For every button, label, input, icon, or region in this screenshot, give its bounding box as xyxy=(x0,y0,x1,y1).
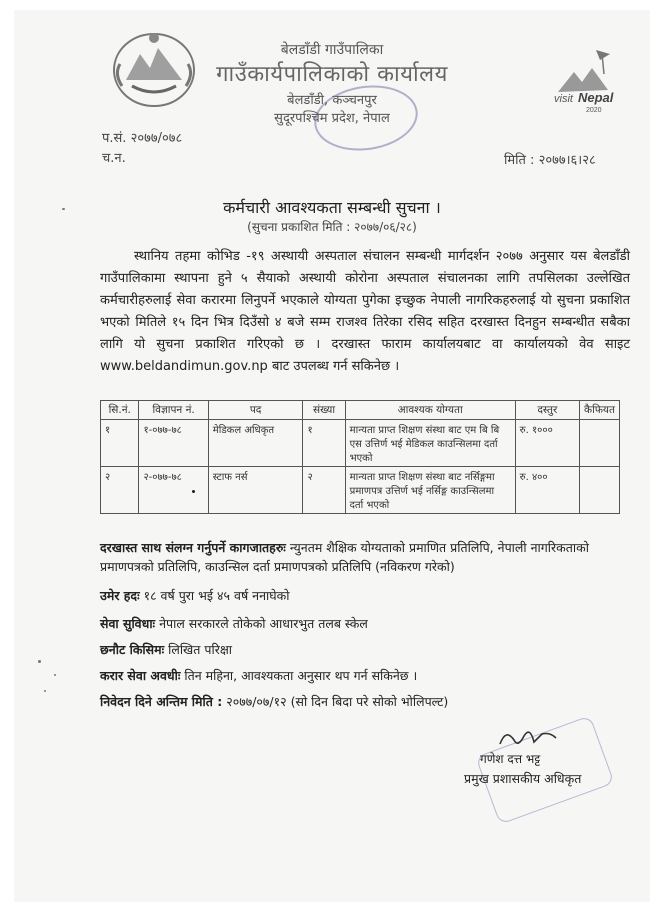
table-row xyxy=(101,467,620,514)
scan-speck xyxy=(192,490,195,493)
facility-text: नेपाल सरकारले तोकेको आधारभुत तलब स्केल xyxy=(159,616,368,631)
age-note xyxy=(100,586,630,605)
selection-label: छनौट किसिमः xyxy=(100,642,165,657)
age-label: उमेर हदः xyxy=(100,588,140,603)
deadline-note xyxy=(100,692,630,711)
selection-note xyxy=(100,640,630,659)
municipality-name: बेलडाँडी गाउँपालिका xyxy=(280,42,384,58)
cell-sn: २ xyxy=(101,467,139,514)
cell-remarks xyxy=(580,467,620,514)
cell-fee: रु. ४०० xyxy=(515,467,579,514)
signatory-name: गणेश दत्त भट्ट xyxy=(480,752,541,766)
cell-count: १ xyxy=(303,420,345,467)
cell-fee: रु. १००० xyxy=(515,420,579,467)
cell-qualification: मान्यता प्राप्त शिक्षण संस्था बाट नर्सिङ्गमा प्रमाणपत्र उत्तिर्ण भई नर्सिङ्ग काउन्सिलमा दर्ता भएको xyxy=(345,467,515,514)
cell-post: मेडिकल अधिकृत xyxy=(208,420,303,467)
selection-text: लिखित परिक्षा xyxy=(168,642,233,657)
office-name: गाउँकार्यपालिकाको कार्यालय xyxy=(216,62,448,87)
svg-text:visit: visit xyxy=(554,93,573,105)
notice-date: मिति : २०७७।६।२८ xyxy=(504,153,596,168)
term-label: करार सेवा अवधीः xyxy=(100,668,181,683)
cell-sn: १ xyxy=(101,420,139,467)
col-fee: दस्तुर xyxy=(515,401,579,420)
svg-text:Nepal: Nepal xyxy=(578,90,614,105)
cell-ad-no: २-०७७-७८ xyxy=(139,467,208,514)
office-address: बेलडाँडी, कञ्चनपुर xyxy=(287,93,377,108)
col-sn: सि.नं. xyxy=(101,401,139,420)
cell-ad-no: १-०७७-७८ xyxy=(139,420,208,467)
reference-number: प.सं. २०७७/०७८ xyxy=(102,131,183,146)
documents-note xyxy=(100,538,630,576)
term-note xyxy=(100,666,630,685)
documents-text: न्युनतम शैक्षिक योग्यताको प्रमाणित प्रतिलिपि, नेपाली नागरिकताको प्रमाणपत्रको प्रतिलिपि, काउन्सिल दर्ता प्रमाणपत्रको प्रतिलिपि (नविकरण गरेको) xyxy=(100,540,589,574)
documents-label: दरखास्त साथ संलग्न गर्नुपर्ने कागजातहरुः xyxy=(100,540,286,555)
facility-label: सेवा सुविधाः xyxy=(100,616,156,631)
col-count: संख्या xyxy=(303,401,345,420)
cell-count: २ xyxy=(303,467,345,514)
facility-note xyxy=(100,614,630,633)
scan-speck xyxy=(62,208,65,210)
term-text: तिन महिना, आवश्यकता अनुसार थप गर्न सकिनेछ । xyxy=(184,668,418,683)
svg-text:2020: 2020 xyxy=(586,107,602,114)
scan-speck xyxy=(54,674,56,676)
notice-document xyxy=(14,10,650,902)
notice-subtitle: (सुचना प्रकाशित मिति : २०७७/०६/२८) xyxy=(247,220,417,234)
signatory-title: प्रमुख प्रशासकीय अधिकृत xyxy=(464,771,582,786)
col-ad-no: विज्ञापन नं. xyxy=(139,401,208,420)
table-header-row xyxy=(101,401,620,420)
age-text: १८ वर्ष पुरा भई ४५ वर्ष ननाघेको xyxy=(143,588,290,603)
cell-qualification: मान्यता प्राप्त शिक्षण संस्था बाट एम बि बि एस उत्तिर्ण भई मेडिकल काउन्सिलमा दर्ता भएको xyxy=(345,420,515,467)
col-qualification: आवश्यक योग्यता xyxy=(345,401,515,420)
vacancy-table xyxy=(100,400,620,514)
cell-post: स्टाफ नर्स xyxy=(208,467,303,514)
scan-speck xyxy=(44,690,46,692)
notice-title: कर्मचारी आवश्यकता सम्बन्धी सुचना । xyxy=(223,198,441,217)
scan-speck xyxy=(38,660,41,663)
cell-remarks xyxy=(580,420,620,467)
dispatch-number: च.न. xyxy=(102,151,126,166)
deadline-text: २०७७/०७/१२ (सो दिन बिदा परे सोको भोलिपल्ट) xyxy=(226,694,449,709)
col-remarks: कैफियत xyxy=(580,401,620,420)
deadline-label: निवेदन दिने अन्तिम मिति : xyxy=(100,694,223,709)
col-post: पद xyxy=(208,401,303,420)
notice-body: स्थानिय तहमा कोभिड -१९ अस्थायी अस्पताल संचालन सम्बन्धी मार्गदर्शन २०७७ अनुसार यस बेलडाँडी गाउँपालिकामा स्थापना हुने ५ सैयाको अस्थायी कोरोना अस्पताल संचालनका लागि तपसिलका उल्लेखित कर्मचारीहरुलाई सेवा करारमा लिनुपर्ने भएकाले योग्यता पुगेका इच्छुक नेपाली नागरिकहरुलाई यो सुचना प्रकाशित भएको मितिले १५ दिन भित्र दिउँसो ४ बजे सम्म राजश्व तिरेका रसिद सहित दरखास्त दिनहुन सम्बन्धीत सबैका लागि यो सुचना प्रकाशित गरिएको छ । दरखास्त फाराम कार्यालयबाट वा कार्यालयको वेव साइट www.beldandimun.gov.np बाट उपलब्ध गर्न सकिनेछ । xyxy=(100,249,630,374)
province-name: सुदूरपश्चिम प्रदेश, नेपाल xyxy=(274,111,390,126)
table-row xyxy=(101,420,620,467)
